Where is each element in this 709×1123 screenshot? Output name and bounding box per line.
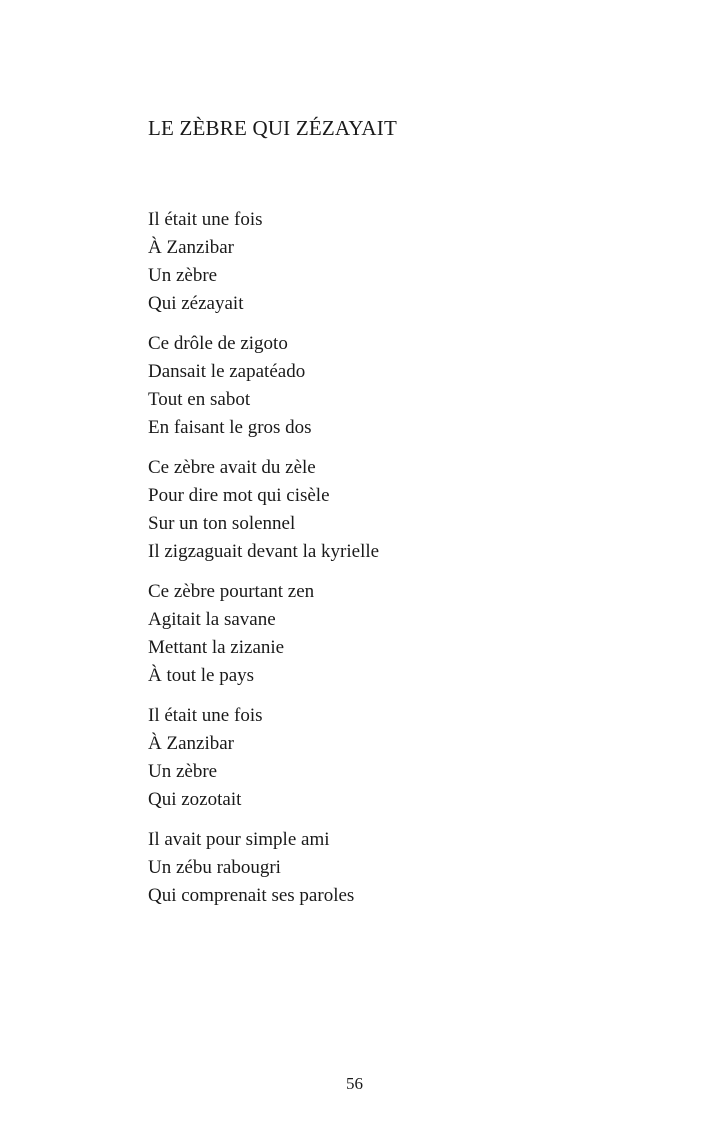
verse-line: Qui zozotait [148, 789, 242, 810]
verse-line: Qui comprenait ses paroles [148, 885, 355, 906]
verse-line: Pour dire mot qui cisèle [148, 485, 330, 506]
verse-line: Il avait pour simple ami [148, 829, 330, 850]
verse-line: Ce zèbre avait du zèle [148, 457, 316, 478]
stanza [148, 206, 379, 318]
verse-line: À Zanzibar [148, 237, 234, 258]
stanza [148, 826, 379, 910]
poem-body [148, 206, 379, 922]
verse-line: Sur un ton solennel [148, 513, 296, 534]
stanza [148, 454, 379, 566]
stanza [148, 578, 379, 690]
verse-line: Ce drôle de zigoto [148, 333, 288, 354]
verse-line: Tout en sabot [148, 389, 251, 410]
verse-line: Un zèbre [148, 761, 218, 782]
verse-line: Agitait la savane [148, 609, 276, 630]
verse-line: À tout le pays [148, 665, 255, 686]
verse-line: Il était une fois [148, 209, 263, 230]
verse-line: Un zébu rabougri [148, 857, 281, 878]
verse-line: Un zèbre [148, 265, 218, 286]
verse-line: À Zanzibar [148, 733, 234, 754]
verse-line: En faisant le gros dos [148, 417, 312, 438]
verse-line: Il était une fois [148, 705, 263, 726]
verse-line: Qui zézayait [148, 293, 244, 314]
verse-line: Mettant la zizanie [148, 637, 285, 658]
stanza [148, 702, 379, 814]
verse-line: Ce zèbre pourtant zen [148, 581, 315, 602]
stanza [148, 330, 379, 442]
verse-line: Il zigzaguait devant la kyrielle [148, 541, 380, 562]
page-number: 56 [346, 1074, 363, 1093]
poem-title: LE ZÈBRE QUI ZÉZAYAIT [148, 116, 397, 140]
verse-line: Dansait le zapatéado [148, 361, 306, 382]
